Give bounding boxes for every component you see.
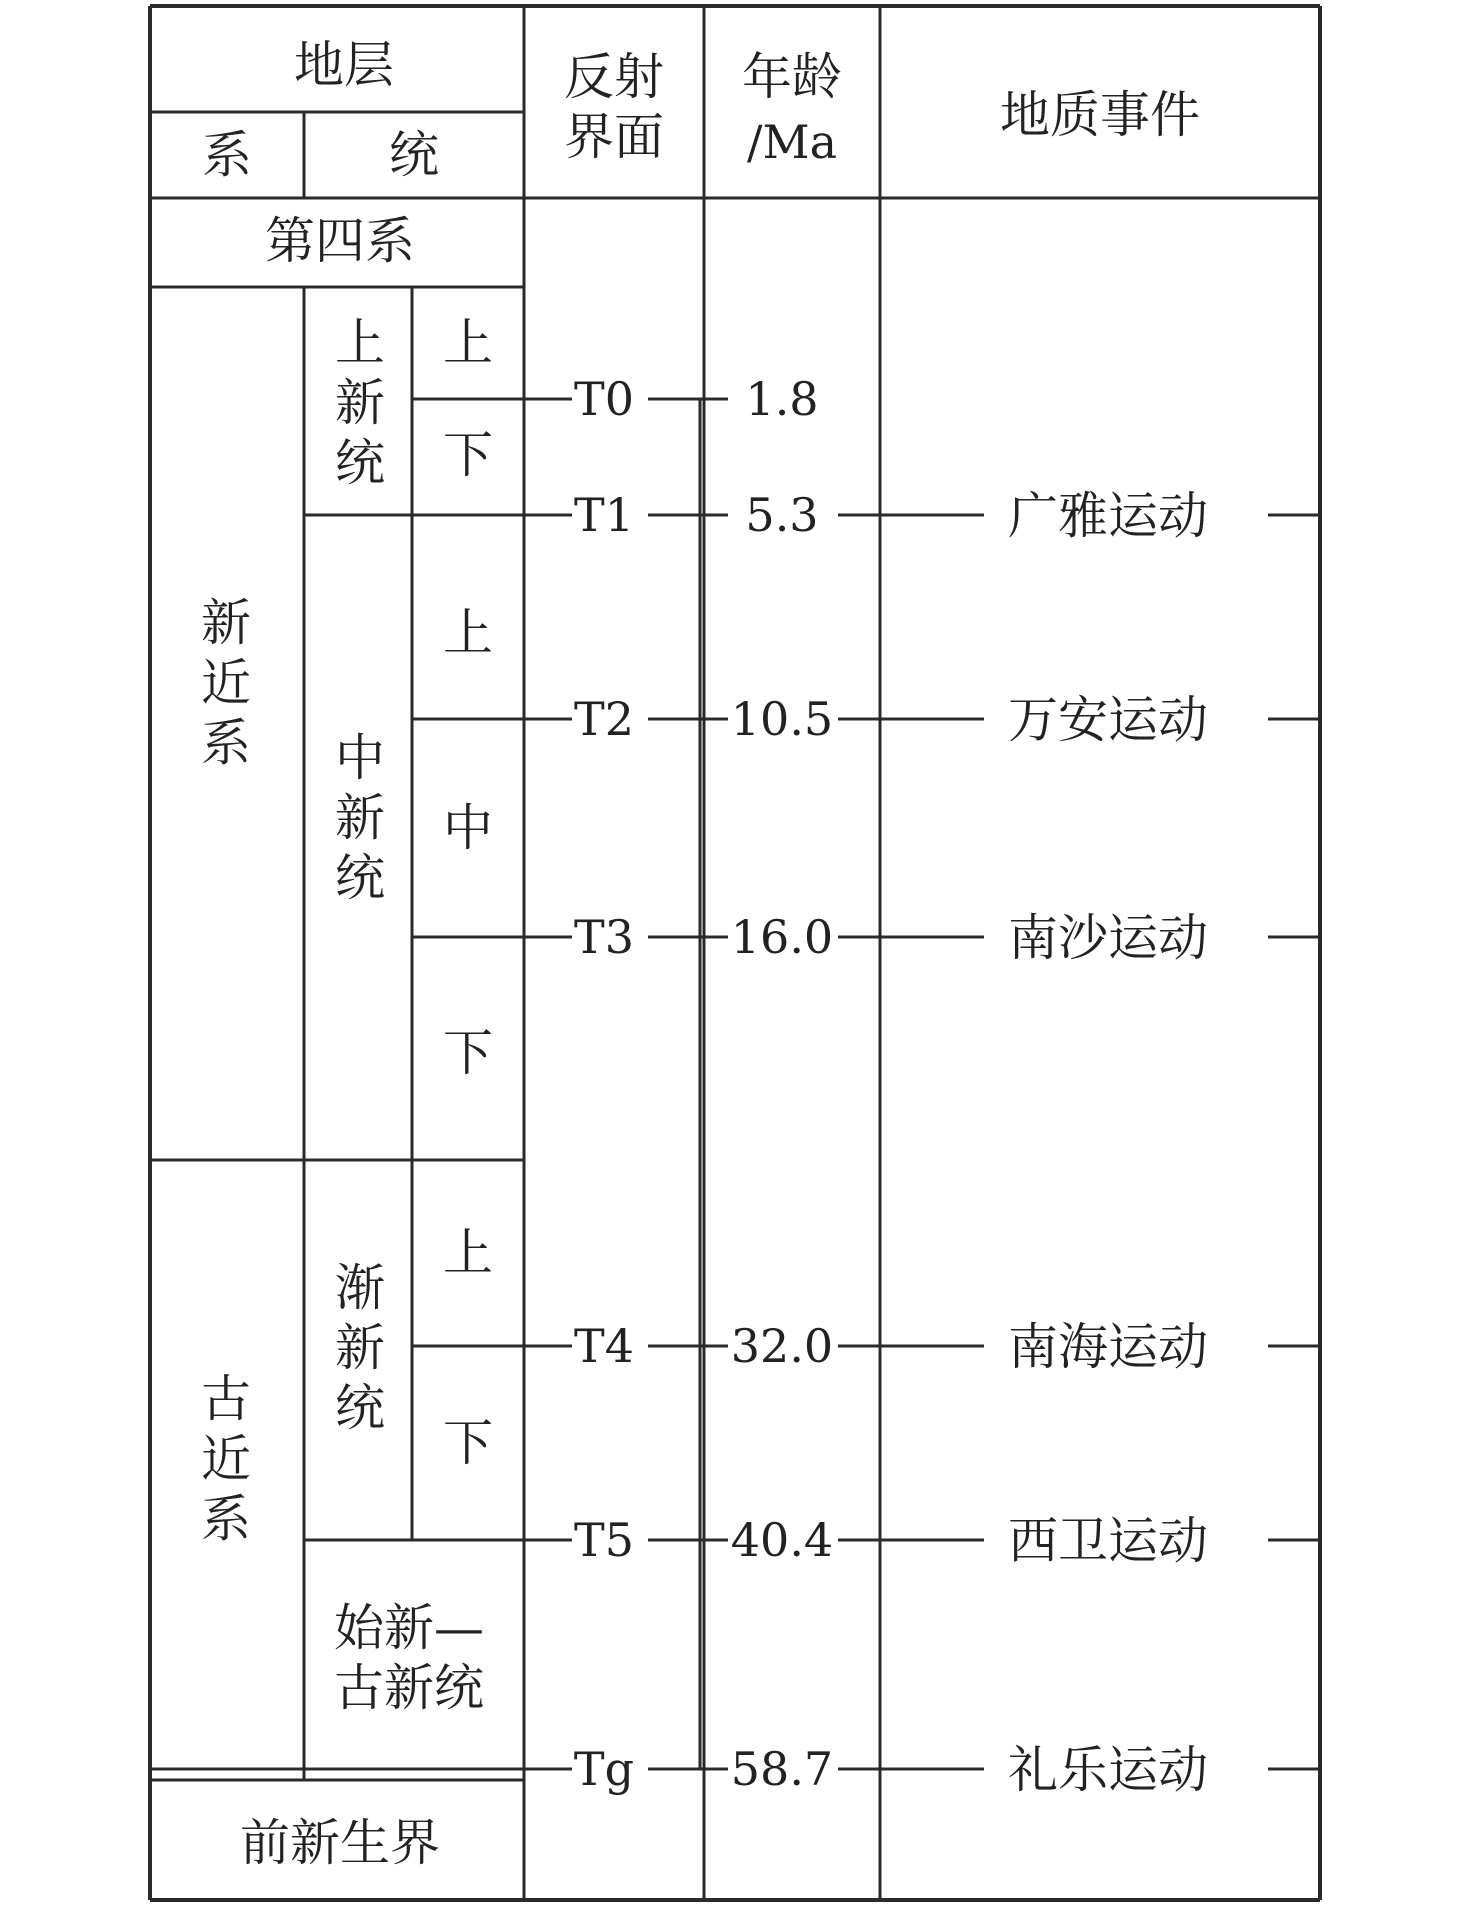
series-pliocene-char: 统 bbox=[335, 434, 385, 492]
system-paleogene-char: 古 bbox=[201, 1370, 251, 1428]
event-label: 南海运动 bbox=[1008, 1318, 1208, 1376]
system-quaternary: 第四系 bbox=[265, 212, 415, 270]
reflector-label: T5 bbox=[574, 1513, 634, 1567]
age-label: 32.0 bbox=[730, 1319, 834, 1373]
series-miocene-char: 中 bbox=[335, 729, 385, 787]
event-label: 南沙运动 bbox=[1008, 909, 1208, 967]
series-miocene-char: 新 bbox=[335, 789, 385, 847]
series-pliocene-char: 上 bbox=[335, 314, 385, 372]
age-label: 16.0 bbox=[730, 910, 834, 964]
event-label: 西卫运动 bbox=[1008, 1512, 1208, 1570]
system-paleogene-char: 近 bbox=[201, 1430, 251, 1488]
system-paleogene-char: 系 bbox=[201, 1490, 251, 1548]
header-events: 地质事件 bbox=[1000, 86, 1200, 144]
header-age-line2: /Ma bbox=[746, 115, 838, 169]
header-series: 统 bbox=[389, 126, 439, 184]
age-label: 10.5 bbox=[730, 692, 834, 746]
series-oligocene-char: 统 bbox=[335, 1379, 385, 1437]
age-label: 1.8 bbox=[745, 372, 819, 426]
subseries-miocene-middle: 中 bbox=[443, 799, 493, 857]
header-reflector-line2: 界面 bbox=[564, 108, 664, 166]
system-pre-cenozoic: 前新生界 bbox=[240, 1814, 440, 1872]
system-neogene-char: 系 bbox=[201, 714, 251, 772]
series-miocene-char: 统 bbox=[335, 849, 385, 907]
header-system: 系 bbox=[202, 126, 252, 184]
reflector-label: T4 bbox=[574, 1319, 634, 1373]
reflector-label: Tg bbox=[573, 1742, 635, 1796]
event-label: 广雅运动 bbox=[1008, 487, 1208, 545]
subseries-pliocene-lower: 下 bbox=[443, 426, 493, 484]
header-age-line1: 年龄 bbox=[742, 48, 842, 106]
subseries-oligocene-lower: 下 bbox=[443, 1414, 493, 1472]
series-eocene-paleocene-line2: 古新统 bbox=[334, 1659, 484, 1717]
age-label: 5.3 bbox=[745, 488, 819, 542]
subseries-pliocene-upper: 上 bbox=[443, 314, 493, 372]
table-header bbox=[202, 36, 1200, 184]
subseries-miocene-lower: 下 bbox=[443, 1024, 493, 1082]
event-label: 礼乐运动 bbox=[1008, 1741, 1208, 1799]
boundary-rows bbox=[150, 372, 1320, 1799]
system-neogene-char: 近 bbox=[201, 654, 251, 712]
header-strata: 地层 bbox=[294, 36, 394, 94]
subseries-column bbox=[443, 314, 493, 1472]
event-label: 万安运动 bbox=[1008, 691, 1208, 749]
series-oligocene-char: 新 bbox=[335, 1319, 385, 1377]
reflector-label: T3 bbox=[574, 910, 634, 964]
age-label: 40.4 bbox=[730, 1513, 834, 1567]
series-pliocene-char: 新 bbox=[335, 374, 385, 432]
header-reflector-line1: 反射 bbox=[564, 48, 664, 106]
reflector-label: T1 bbox=[574, 488, 634, 542]
series-eocene-paleocene-line1: 始新— bbox=[334, 1599, 484, 1657]
age-label: 58.7 bbox=[730, 1742, 834, 1796]
series-oligocene-char: 渐 bbox=[335, 1259, 385, 1317]
subseries-miocene-upper: 上 bbox=[443, 604, 493, 662]
reflector-label: T0 bbox=[574, 372, 634, 426]
system-neogene-char: 新 bbox=[201, 594, 251, 652]
series-column bbox=[334, 314, 484, 1717]
reflector-label: T2 bbox=[574, 692, 634, 746]
subseries-oligocene-upper: 上 bbox=[443, 1224, 493, 1282]
